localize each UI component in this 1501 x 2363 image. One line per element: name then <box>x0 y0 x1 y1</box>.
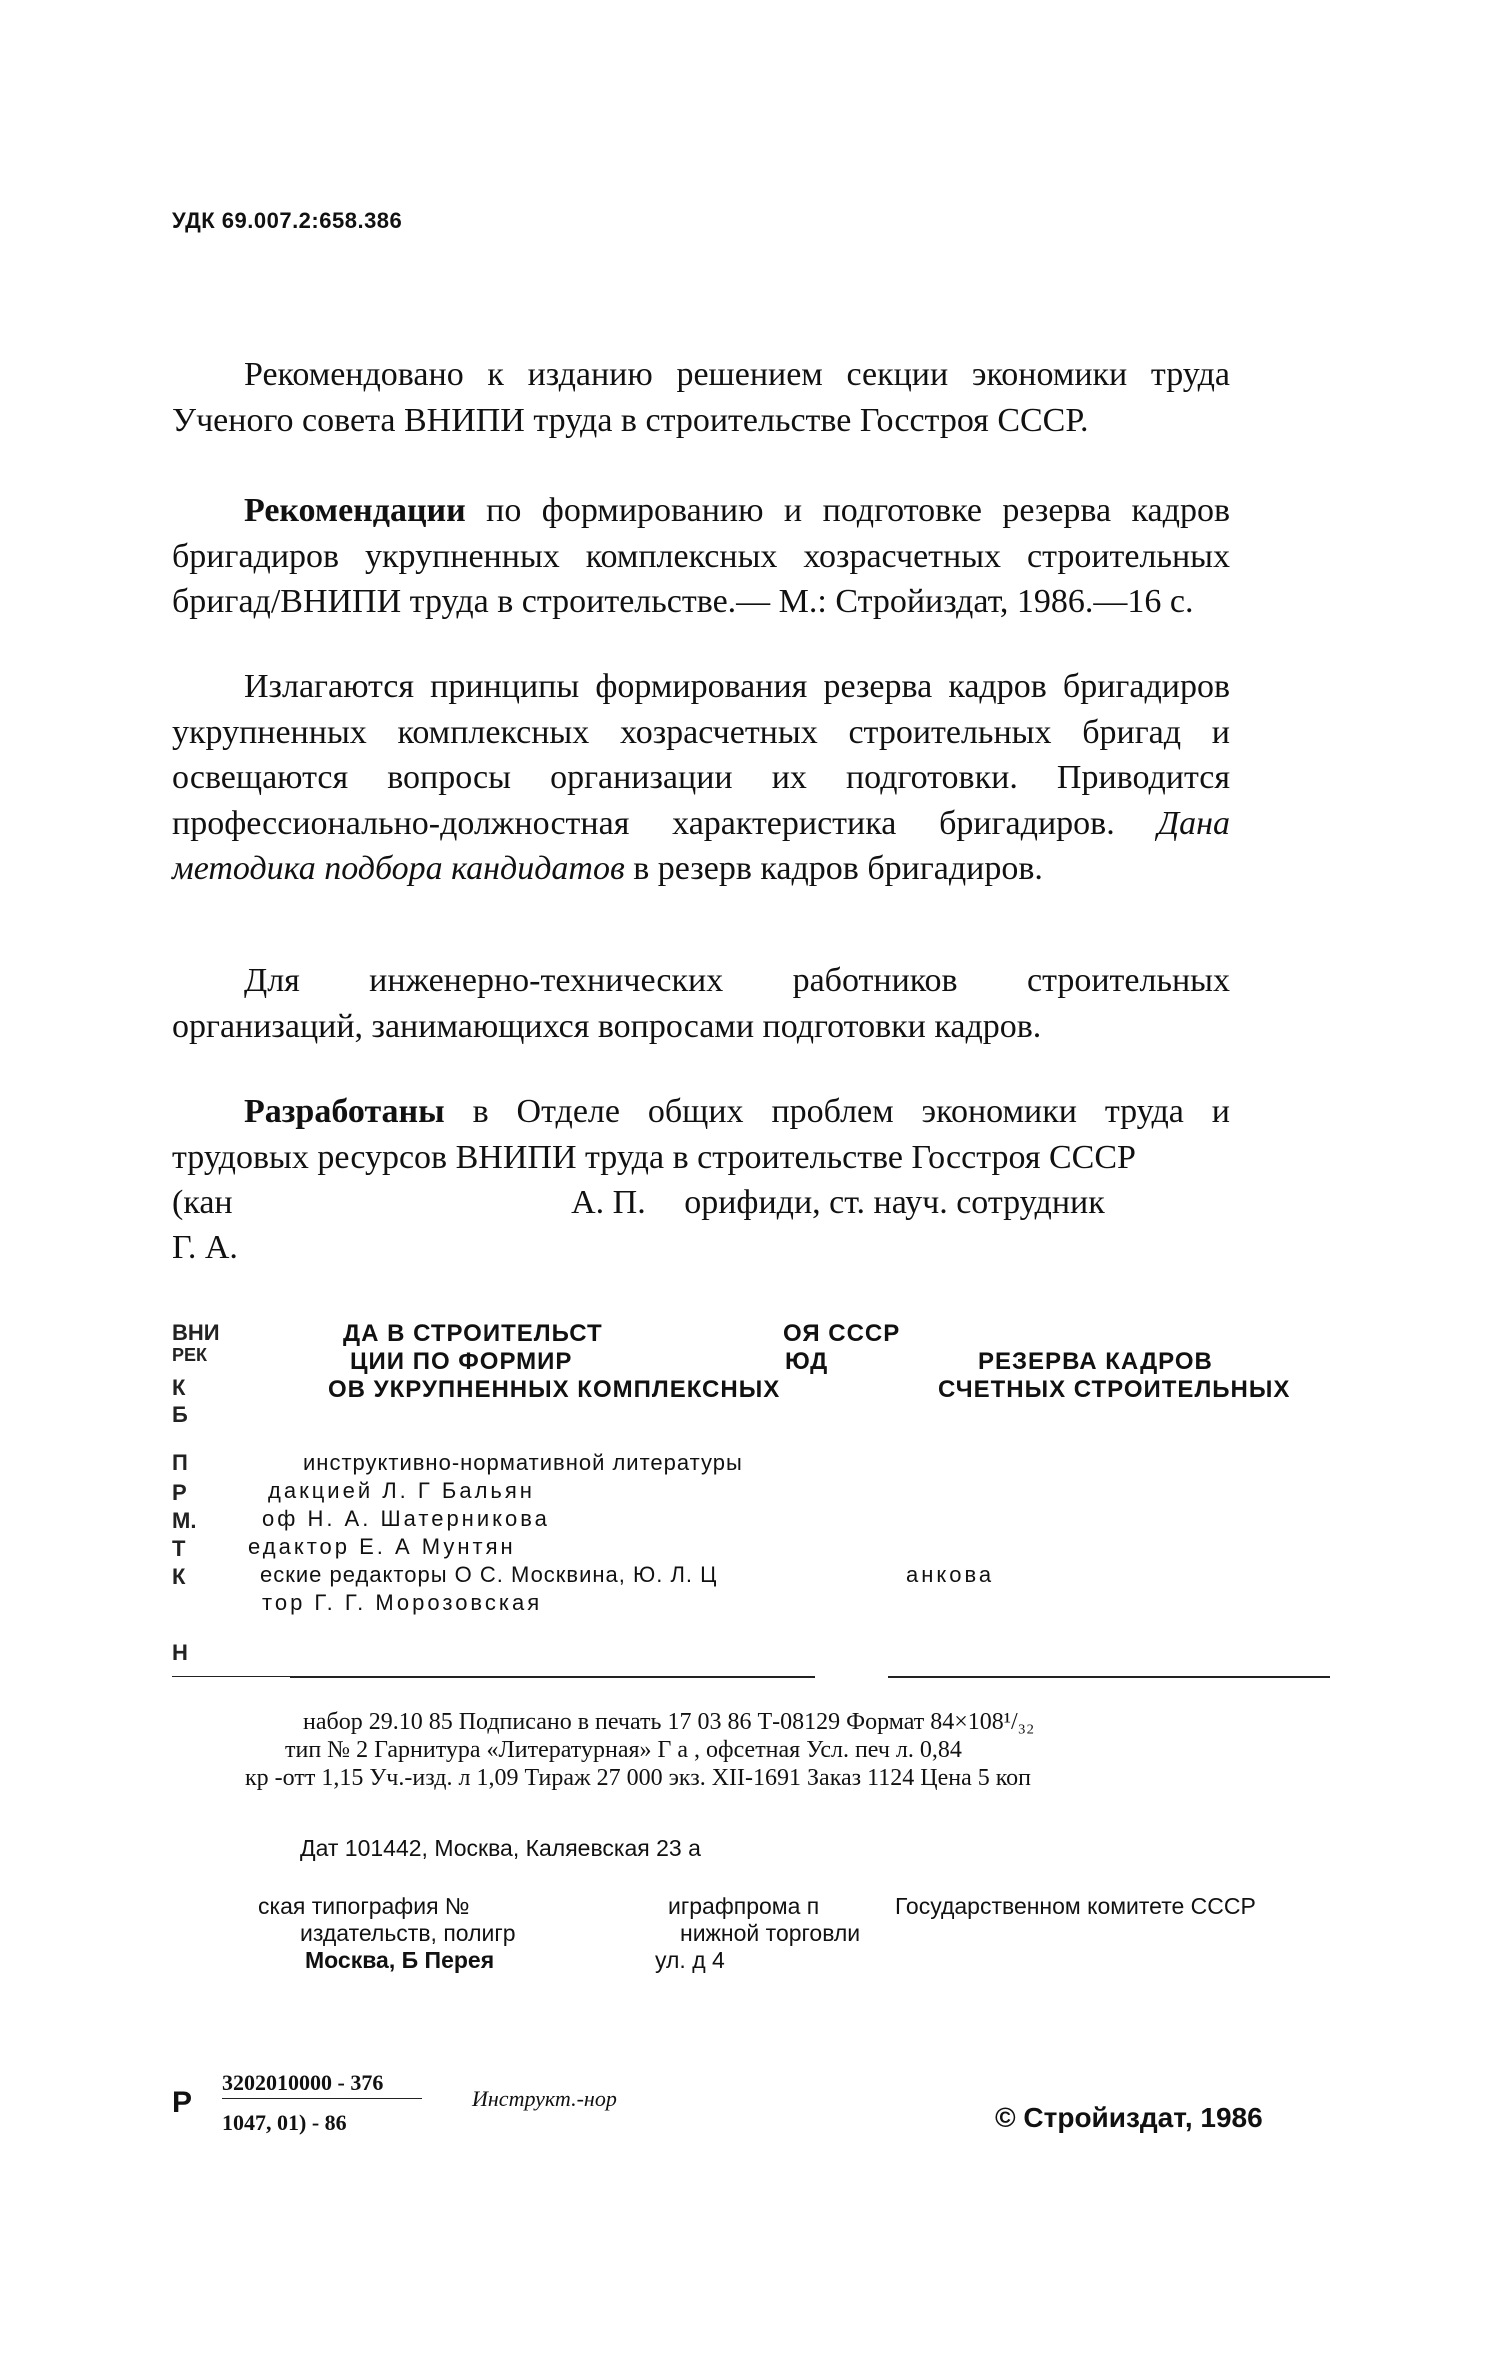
abstract-text-a: Излагаются принципы формирования резерва кадров бригадиров укрупненных комплексных хозрасчетных строительных бригад и освещаются вопросы организации их подготовки. Приводится профессионально-должностная характеристика бригадиров. <box>172 668 1230 842</box>
rule-right <box>888 1676 1330 1678</box>
abstract-text-b: в резерв кадров бригадиров. <box>624 850 1043 887</box>
abstract-paragraph <box>172 664 1230 892</box>
imprint-line-3: кр -отт 1,15 Уч.-изд. л 1,09 Тираж 27 000 экз. XII-1691 Заказ 1124 Цена 5 коп <box>245 1765 1031 1791</box>
credit-editor: дакцией Л. Г Бальян <box>268 1478 535 1503</box>
press-line-2: издательств, полигр <box>300 1920 516 1946</box>
rule-left <box>290 1676 815 1678</box>
edge-char-8: Т <box>172 1536 186 1561</box>
catalog-code-bottom: 1047, 01) - 86 <box>222 2110 347 2135</box>
copyright-line: © Стройиздат, 1986 <box>995 2102 1263 2133</box>
edge-char-10: Н <box>172 1640 188 1665</box>
edge-char-4: Б <box>172 1402 188 1427</box>
authors-role: орифиди, ст. науч. сотрудник <box>684 1184 1105 1221</box>
recommendations-title: Рекомендации <box>244 492 466 529</box>
developers-text: в Отделе общих проблем экономики труда и трудовых ресурсов ВНИПИ труда в строительстве Госстроя СССР <box>172 1093 1230 1176</box>
credit-tech-editors-end: анкова <box>906 1562 995 1587</box>
abstract-italic: Дана методика подбора кандидатов <box>172 804 1230 887</box>
press-mid-1: играфпрома п <box>668 1893 820 1919</box>
title-col2-line1: ОЯ СССР <box>783 1320 901 1347</box>
title-col2-line2: ЮД <box>785 1348 829 1375</box>
audience-paragraph: Для инженерно-технических работников строительных организаций, занимающихся вопросами подготовки кадров. <box>172 962 1230 1045</box>
authors-prefix: (кан <box>172 1184 233 1221</box>
imprint-line-2: тип № 2 Гарнитура «Литературная» Г а , офсетная Усл. печ л. 0,84 <box>285 1737 962 1763</box>
edge-char-3: К <box>172 1375 186 1400</box>
bibliographic-paragraph <box>172 488 1230 625</box>
credit-reviewer: оф Н. А. Шатерникова <box>262 1506 550 1531</box>
catalog-code-top: 3202010000 - 376 <box>222 2070 384 2095</box>
imprint-line-1: набор 29.10 85 Подписано в печать 17 03 86 Т-08129 Формат 84×108¹/₃₂ <box>303 1709 1035 1735</box>
press-right-1: Государственном комитете СССР <box>895 1893 1256 1919</box>
publisher-address: Дат 101442, Москва, Каляевская 23 а <box>300 1835 701 1861</box>
authors-line-2: Г. А. <box>172 1229 238 1266</box>
title-col3-line2: СЧЕТНЫХ СТРОИТЕЛЬНЫХ <box>938 1376 1291 1403</box>
press-line-3: Москва, Б Перея <box>305 1947 495 1973</box>
footer-letter: Р <box>172 2086 193 2119</box>
edge-char-9: К <box>172 1564 186 1589</box>
press-mid-2: нижной торговли <box>680 1920 861 1946</box>
edge-char-7: М. <box>172 1508 197 1533</box>
authors-initials: А. П. <box>571 1184 646 1221</box>
udk-code: УДК 69.007.2:658.386 <box>172 208 403 233</box>
press-line-1: ская типография № <box>258 1893 470 1919</box>
bibliographic-rest: по формированию и подготовке резерва кадров бригадиров укрупненных комплексных хозрасчетных строительных бригад/ВНИПИ труда в строительстве.— М.: Стройиздат, 1986.—16 с. <box>172 492 1230 620</box>
title-col1-line2: ЦИИ ПО ФОРМИР <box>350 1348 573 1375</box>
credit-tech-editors: еские редакторы О С. Москвина, Ю. Л. Ц <box>260 1562 718 1587</box>
authors-line-1 <box>172 1180 1105 1226</box>
recommendation-paragraph: Рекомендовано к изданию решением секции экономики труда Ученого совета ВНИПИ труда в строительстве Госстроя СССР. <box>172 356 1230 439</box>
edge-char-2: РЕК <box>172 1345 207 1365</box>
title-col1-line1: ДА В СТРОИТЕЛЬСТ <box>343 1320 603 1347</box>
credit-proofreader: тор Г. Г. Морозовская <box>262 1590 543 1615</box>
edge-char-5: П <box>172 1450 188 1475</box>
edge-char-6: Р <box>172 1480 187 1505</box>
credit-literature: инструктивно-нормативной литературы <box>303 1450 743 1475</box>
developed-word: Разработаны <box>244 1093 445 1130</box>
press-mid-3: ул. д 4 <box>655 1947 725 1973</box>
title-col3-line1: РЕЗЕРВА КАДРОВ <box>978 1348 1213 1375</box>
edge-char-1: ВНИ <box>172 1320 220 1345</box>
credit-editor-2: едактор Е. А Мунтян <box>248 1534 516 1559</box>
catalog-note: Инструкт.-нор <box>472 2086 617 2111</box>
title-col1-line3: ОВ УКРУПНЕННЫХ КОМПЛЕКСНЫХ <box>328 1376 781 1403</box>
developers-paragraph <box>172 1089 1230 1180</box>
catalog-fraction-line <box>222 2098 422 2099</box>
